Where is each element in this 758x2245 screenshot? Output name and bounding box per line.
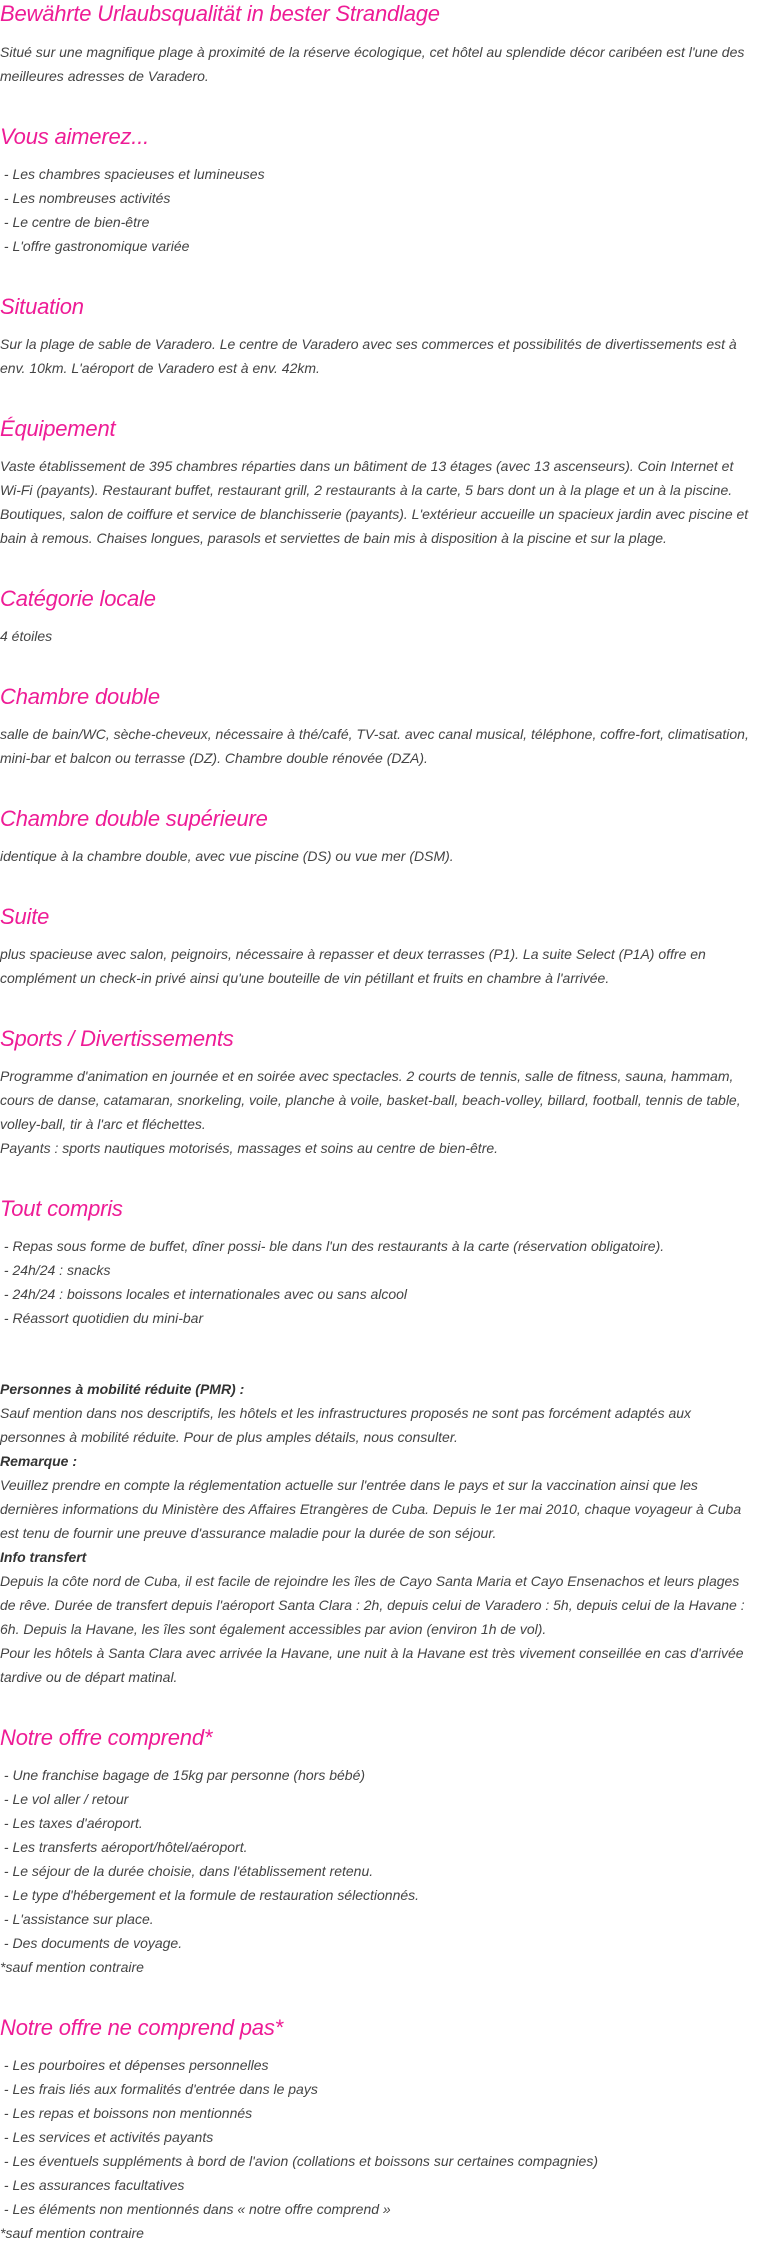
situation-heading: Situation — [0, 294, 84, 319]
chambre-sup-text: identique à la chambre double, avec vue piscine (DS) ou vue mer (DSM). — [0, 848, 454, 864]
intro-section — [0, 1, 758, 88]
intro-text: Situé sur une magnifique plage à proximité de la réserve écologique, cet hôtel au splendide décor caribéen est l'une des meilleures adresses de Varadero. — [0, 44, 745, 84]
list-item: - Les transferts aéroport/hôtel/aéroport. — [0, 1835, 758, 1859]
list-item: - Les pourboires et dépenses personnelles — [0, 2053, 758, 2077]
list-item: - Repas sous forme de buffet, dîner possi- ble dans l'un des restaurants à la carte (réservation obligatoire). — [0, 1234, 758, 1258]
list-item: - L'offre gastronomique variée — [0, 234, 758, 258]
situation-section — [0, 294, 758, 380]
sports-payants-text: Payants : sports nautiques motorisés, massages et soins au centre de bien-être. — [0, 1140, 499, 1156]
pmr-text: Sauf mention dans nos descriptifs, les hôtels et les infrastructures proposés ne sont pas forcément adaptés aux personnes à mobilité réduite. Pour de plus amples détails, nous consulter. — [0, 1405, 692, 1445]
categorie-section — [0, 586, 758, 648]
pmr-label: Personnes à mobilité réduite (PMR) : — [0, 1381, 245, 1397]
equipement-heading: Équipement — [0, 416, 116, 441]
hotel-description — [0, 1, 758, 2245]
equipement-section — [0, 416, 758, 550]
remarque-label: Remarque : — [0, 1453, 78, 1469]
notes-section — [0, 1377, 758, 1689]
list-item: - Les assurances facultatives — [0, 2173, 758, 2197]
chambre-sup-heading: Chambre double supérieure — [0, 806, 268, 831]
comprend-footnote: *sauf mention contraire — [0, 1959, 144, 1975]
list-item: - Le séjour de la durée choisie, dans l'établissement retenu. — [0, 1859, 758, 1883]
list-item: - Les éventuels suppléments à bord de l'avion (collations et boissons sur certaines compagnies) — [0, 2149, 758, 2173]
chambre-sup-section — [0, 806, 758, 868]
tout-compris-section — [0, 1196, 758, 1330]
list-item: - Les repas et boissons non mentionnés — [0, 2101, 758, 2125]
transfert-text-2: Pour les hôtels à Santa Clara avec arrivée la Havane, une nuit à la Havane est très vivement conseillée en cas d'arrivée tardive ou de départ matinal. — [0, 1645, 744, 1685]
ne-comprend-pas-footnote: *sauf mention contraire — [0, 2225, 144, 2241]
sports-text: Programme d'animation en journée et en soirée avec spectacles. 2 courts de tennis, salle de fitness, sauna, hammam, cours de danse, catamaran, snorkeling, voile, planche à voile, basket-ball, beach-volley, billard, football, tennis de table, volley-ball, tir à l'arc et fléchettes. — [0, 1068, 741, 1132]
ne-comprend-pas-heading: Notre offre ne comprend pas* — [0, 2015, 283, 2040]
list-item: - Les taxes d'aéroport. — [0, 1811, 758, 1835]
chambre-double-section — [0, 684, 758, 770]
comprend-heading: Notre offre comprend* — [0, 1725, 213, 1750]
situation-text: Sur la plage de sable de Varadero. Le centre de Varadero avec ses commerces et possibilités de divertissements est à env. 10km. L'aéroport de Varadero est à env. 42km. — [0, 336, 737, 376]
aimerez-list — [0, 162, 758, 258]
equipement-text: Vaste établissement de 395 chambres réparties dans un bâtiment de 13 étages (avec 13 ascenseurs). Coin Internet et Wi-Fi (payants). Restaurant buffet, restaurant grill, 2 restaurants à la carte, 5 bars dont un à la plage et un à la piscine. Boutiques, salon de coiffure et service de blanchisserie (payants). L'extérieur accueille un spacieux jardin avec piscine et bain à remous. Chaises longues, parasols et serviettes de bain mis à disposition à la piscine et sur la plage. — [0, 458, 749, 546]
page-title: Bewährte Urlaubsqualität in bester Strandlage — [0, 1, 440, 26]
transfert-text: Depuis la côte nord de Cuba, il est facile de rejoindre les îles de Cayo Santa Maria et Cayo Ensenachos et leurs plages de rêve. Durée de transfert depuis l'aéroport Santa Clara : 2h, depuis celui de Varadero : 5h, depuis celui de la Havane : 6h. Depuis la Havane, les îles sont également accessibles par avion (environ 1h de vol). — [0, 1573, 745, 1637]
comprend-list — [0, 1763, 758, 1955]
list-item: - Les nombreuses activités — [0, 186, 758, 210]
list-item: - 24h/24 : snacks — [0, 1258, 758, 1282]
list-item: - Le type d'hébergement et la formule de restauration sélectionnés. — [0, 1883, 758, 1907]
comprend-section — [0, 1725, 758, 1979]
list-item: - Les services et activités payants — [0, 2125, 758, 2149]
ne-comprend-pas-list — [0, 2053, 758, 2221]
list-item: - Des documents de voyage. — [0, 1931, 758, 1955]
suite-heading: Suite — [0, 904, 50, 929]
ne-comprend-pas-section — [0, 2015, 758, 2245]
list-item: - Le centre de bien-être — [0, 210, 758, 234]
sports-heading: Sports / Divertissements — [0, 1026, 234, 1051]
list-item: - Une franchise bagage de 15kg par personne (hors bébé) — [0, 1763, 758, 1787]
transfert-label: Info transfert — [0, 1549, 87, 1565]
sports-section — [0, 1026, 758, 1160]
aimerez-heading: Vous aimerez... — [0, 124, 150, 149]
remarque-text: Veuillez prendre en compte la réglementation actuelle sur l'entrée dans le pays et sur la vaccination ainsi que les dernières informations du Ministère des Affaires Etrangères de Cuba. Depuis le 1er mai 2010, chaque voyageur à Cuba est tenu de fournir une preuve d'assurance maladie pour la durée de son séjour. — [0, 1477, 742, 1541]
categorie-text: 4 étoiles — [0, 628, 53, 644]
list-item: - L'assistance sur place. — [0, 1907, 758, 1931]
list-item: - 24h/24 : boissons locales et internationales avec ou sans alcool — [0, 1282, 758, 1306]
chambre-double-heading: Chambre double — [0, 684, 160, 709]
list-item: - Réassort quotidien du mini-bar — [0, 1306, 758, 1330]
list-item: - Les éléments non mentionnés dans « notre offre comprend » — [0, 2197, 758, 2221]
categorie-heading: Catégorie locale — [0, 586, 156, 611]
aimerez-section — [0, 124, 758, 258]
suite-text: plus spacieuse avec salon, peignoirs, nécessaire à repasser et deux terrasses (P1). La suite Select (P1A) offre en complément un check-in privé ainsi qu'une bouteille de vin pétillant et fruits en chambre à l'arrivée. — [0, 946, 706, 986]
list-item: - Le vol aller / retour — [0, 1787, 758, 1811]
suite-section — [0, 904, 758, 990]
tout-compris-list — [0, 1234, 758, 1330]
chambre-double-text: salle de bain/WC, sèche-cheveux, nécessaire à thé/café, TV-sat. avec canal musical, téléphone, coffre-fort, climatisation, mini-bar et balcon ou terrasse (DZ). Chambre double rénovée (DZA). — [0, 726, 749, 766]
tout-compris-heading: Tout compris — [0, 1196, 123, 1221]
list-item: - Les frais liés aux formalités d'entrée dans le pays — [0, 2077, 758, 2101]
list-item: - Les chambres spacieuses et lumineuses — [0, 162, 758, 186]
